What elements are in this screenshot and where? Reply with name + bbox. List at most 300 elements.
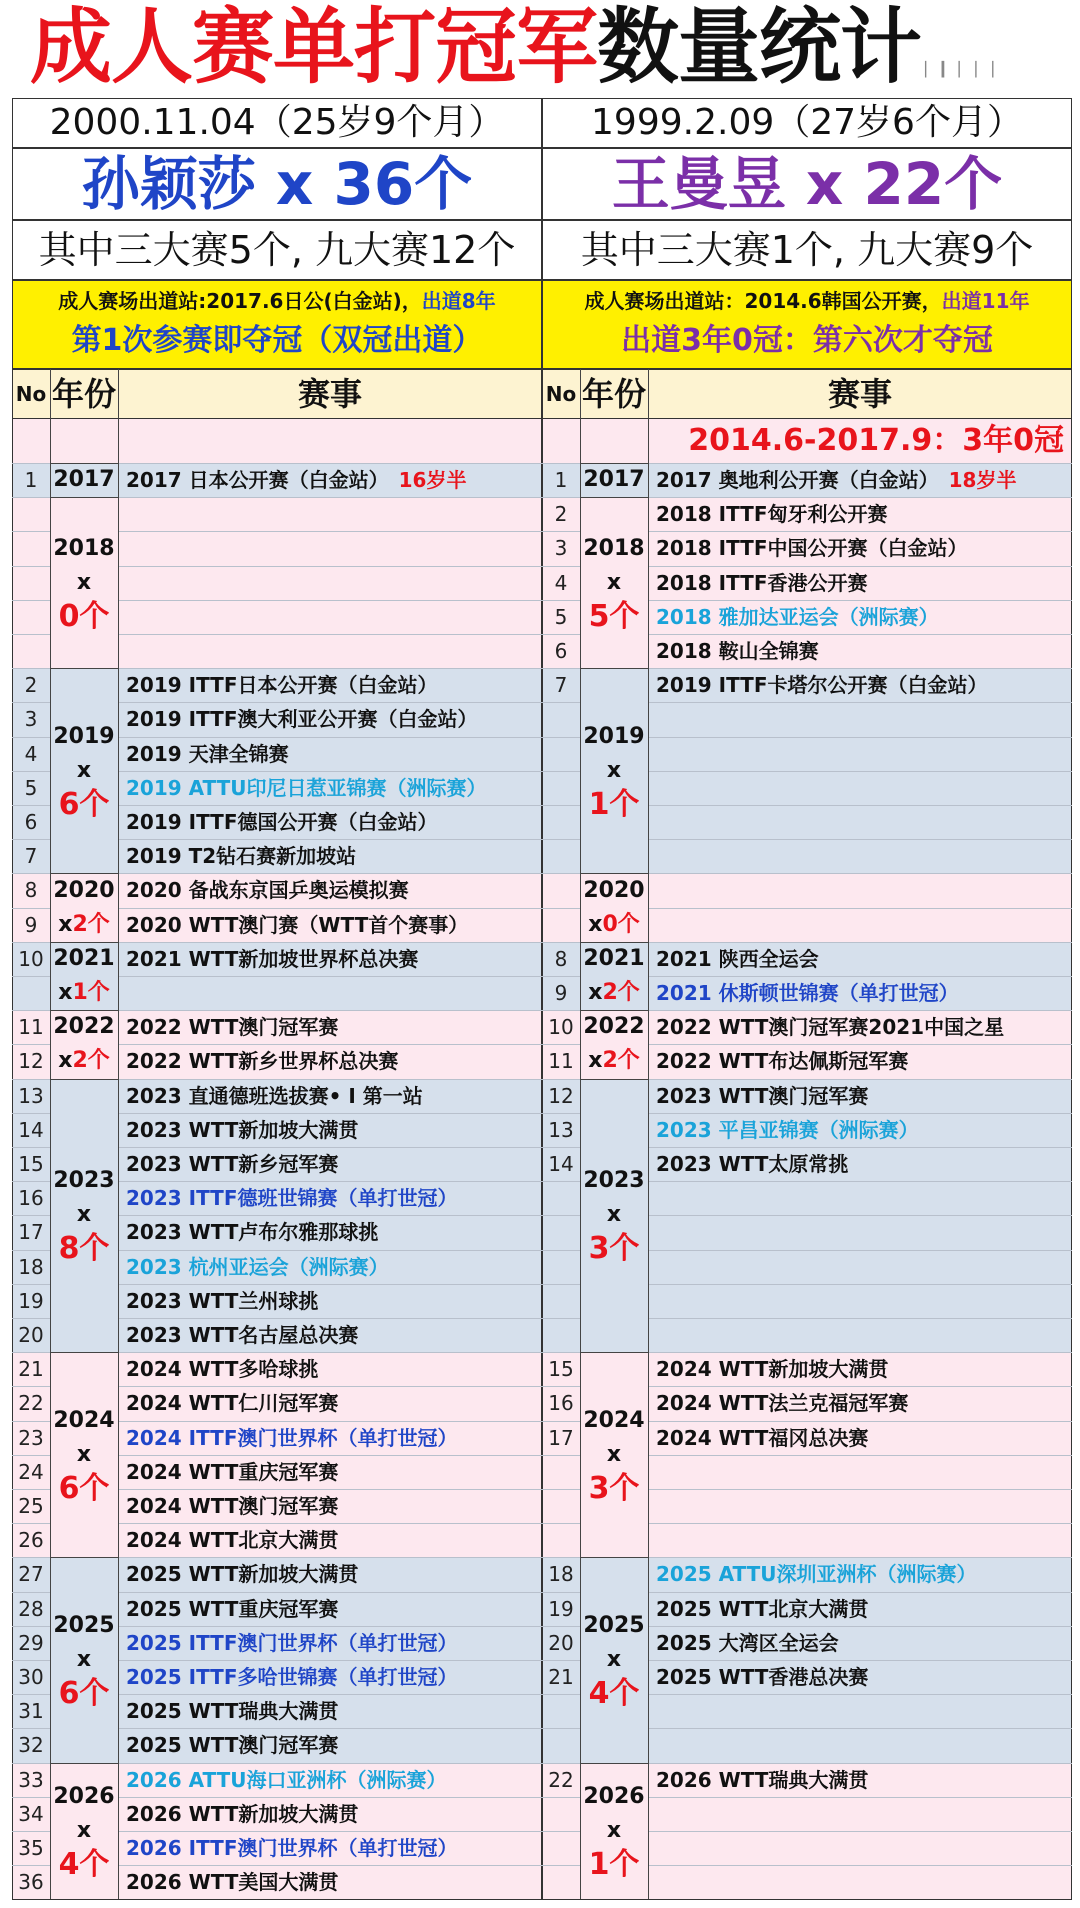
right-row-event bbox=[648, 1010, 1072, 1044]
left-year-count: 1个 bbox=[72, 979, 110, 1005]
left-event-text: 2023 WTT新加坡大满贯 bbox=[126, 1117, 359, 1142]
right-year-x: x bbox=[588, 1048, 603, 1074]
right-row-number bbox=[542, 1797, 580, 1831]
left-row-number: 33 bbox=[18, 1767, 44, 1792]
left-row-number: 11 bbox=[18, 1015, 44, 1040]
left-row-number: 8 bbox=[24, 878, 38, 903]
right-year-cell bbox=[580, 1010, 648, 1078]
title-red-part: 成人赛单打冠军 bbox=[30, 0, 598, 95]
right-row-event bbox=[648, 1318, 1072, 1352]
left-row-number: 19 bbox=[18, 1288, 44, 1313]
left-year-x: x bbox=[76, 757, 92, 783]
right-event-text: 2018 鞍山全锦赛 bbox=[656, 639, 819, 663]
right-year-cell bbox=[580, 1557, 648, 1762]
right-row-event bbox=[648, 566, 1072, 600]
right-event-text: 2024 WTT法兰克福冠军赛 bbox=[656, 1391, 909, 1416]
left-year-count: 2个 bbox=[72, 911, 110, 937]
left-year-cell bbox=[50, 873, 118, 941]
left-year-cell bbox=[50, 1010, 118, 1078]
right-row-number: 12 bbox=[548, 1083, 574, 1108]
left-row-number bbox=[12, 531, 50, 565]
left-year-count-line bbox=[58, 1044, 110, 1078]
right-year-cell bbox=[580, 668, 648, 873]
right-row-event bbox=[648, 668, 1072, 702]
right-row-number: 10 bbox=[548, 1015, 574, 1040]
left-year-cell bbox=[50, 1557, 118, 1762]
right-row-event bbox=[648, 634, 1072, 668]
left-year-cell bbox=[50, 668, 118, 873]
right-row-event bbox=[648, 463, 1072, 497]
right-year-label: 2025 bbox=[583, 1612, 645, 1638]
right-row-event bbox=[648, 600, 1072, 634]
right-debut-line bbox=[543, 281, 1071, 321]
left-row-event bbox=[118, 634, 542, 668]
left-year-cell bbox=[50, 1079, 118, 1353]
left-column-divider bbox=[50, 369, 51, 1899]
right-event-text: 2025 ATTU深圳亚洲杯（洲际赛） bbox=[656, 1562, 977, 1587]
right-row-number: 6 bbox=[554, 639, 568, 663]
right-year-x: x bbox=[606, 757, 622, 783]
left-row-number: 35 bbox=[18, 1836, 44, 1860]
right-row-number: 13 bbox=[548, 1117, 574, 1142]
left-event-text: 2024 WTT仁川冠军赛 bbox=[126, 1391, 339, 1416]
right-event-text: 2024 WTT福冈总决赛 bbox=[656, 1425, 869, 1450]
right-row-event bbox=[648, 1044, 1072, 1078]
right-row-number bbox=[542, 1455, 580, 1489]
right-row-event bbox=[648, 1215, 1072, 1249]
left-year-cell bbox=[50, 463, 118, 497]
right-year-cell bbox=[580, 497, 648, 668]
right-year-count: 5个 bbox=[588, 598, 640, 634]
left-row-number: 12 bbox=[18, 1049, 44, 1074]
left-event-text: 2023 ITTF德班世锦赛（单打世冠） bbox=[126, 1186, 458, 1211]
right-row-number bbox=[542, 1694, 580, 1728]
right-row-number bbox=[542, 1318, 580, 1352]
left-row-event bbox=[118, 566, 542, 600]
right-event-text: 2025 WTT北京大满贯 bbox=[656, 1596, 869, 1621]
left-row-number bbox=[12, 497, 50, 531]
right-debut-box bbox=[542, 280, 1072, 369]
right-event-text: 2018 ITTF匈牙利公开赛 bbox=[656, 502, 888, 527]
left-year-count-line bbox=[58, 976, 110, 1010]
right-year-count-line bbox=[588, 1044, 640, 1078]
right-row-number: 9 bbox=[554, 981, 568, 1005]
left-event-text: 2024 WTT多哈球挑 bbox=[126, 1357, 319, 1382]
left-col-event: 赛事 bbox=[297, 375, 362, 413]
left-row-event bbox=[118, 1421, 542, 1455]
right-row-number bbox=[542, 908, 580, 942]
left-row-event bbox=[118, 1010, 542, 1044]
left-row-event bbox=[118, 1660, 542, 1694]
right-col-no: No bbox=[545, 382, 577, 406]
left-row-event bbox=[118, 497, 542, 531]
right-row-number: 1 bbox=[554, 468, 568, 492]
right-row-number bbox=[542, 873, 580, 907]
left-event-text: 2023 WTT卢布尔雅那球挑 bbox=[126, 1220, 379, 1245]
left-row-event bbox=[118, 1694, 542, 1728]
left-row-event bbox=[118, 600, 542, 634]
left-row-event bbox=[118, 1352, 542, 1386]
right-row-number bbox=[542, 1250, 580, 1284]
left-row-number: 26 bbox=[18, 1528, 44, 1553]
left-row-number: 4 bbox=[24, 741, 38, 766]
page-title bbox=[30, 0, 1070, 95]
left-event-text: 2022 WTT新乡世界杯总决赛 bbox=[126, 1049, 399, 1074]
right-year-label: 2019 bbox=[583, 723, 645, 749]
right-event-text: 2017 奥地利公开赛（白金站） bbox=[656, 468, 939, 492]
right-debut-main: 成人赛场出道站：2014.6韩国公开赛， bbox=[584, 289, 942, 313]
left-year-x: x bbox=[58, 911, 73, 937]
right-event-text: 2023 WTT太原常挑 bbox=[656, 1152, 849, 1176]
left-row-event bbox=[118, 1147, 542, 1181]
right-event-text: 2025 大湾区全运会 bbox=[656, 1630, 839, 1655]
left-row-event bbox=[118, 1250, 542, 1284]
left-event-text: 2019 T2钻石赛新加坡站 bbox=[126, 844, 357, 869]
right-row-number: 14 bbox=[548, 1152, 574, 1176]
right-event-text: 2018 ITTF香港公开赛 bbox=[656, 570, 868, 595]
right-row-event bbox=[648, 873, 1072, 907]
left-year-cell bbox=[50, 942, 118, 1010]
left-event-text: 2019 ATTU印尼日惹亚锦赛（洲际赛） bbox=[126, 775, 487, 800]
right-row-event bbox=[648, 737, 1072, 771]
left-year-count: 6个 bbox=[58, 786, 110, 822]
left-event-text: 2025 WTT瑞典大满贯 bbox=[126, 1699, 339, 1724]
left-birth: 2000.11.04（25岁9个月） bbox=[12, 98, 542, 148]
left-year-cell bbox=[50, 1763, 118, 1900]
right-row-event bbox=[648, 771, 1072, 805]
right-event-text: 2025 WTT香港总决赛 bbox=[656, 1665, 869, 1689]
right-year-label: 2024 bbox=[583, 1407, 645, 1433]
right-row-number: 2 bbox=[554, 502, 568, 527]
right-event-text: 2019 ITTF卡塔尔公开赛（白金站） bbox=[656, 673, 988, 698]
left-year-x: x bbox=[58, 979, 73, 1005]
left-year-count: 2个 bbox=[72, 1048, 110, 1074]
right-year-count-line bbox=[588, 976, 640, 1010]
left-row-event bbox=[118, 1284, 542, 1318]
left-year-label: 2017 bbox=[53, 467, 115, 493]
left-row-number: 16 bbox=[18, 1186, 44, 1211]
left-year-count: 6个 bbox=[58, 1470, 110, 1506]
right-row-number: 16 bbox=[548, 1391, 574, 1416]
right-row-number: 18 bbox=[548, 1562, 574, 1587]
title-decoration: ▏▎▏▏▏ bbox=[925, 62, 1009, 78]
right-year-cell bbox=[580, 873, 648, 941]
left-row-number: 21 bbox=[18, 1357, 44, 1382]
left-event-text: 2022 WTT澳门冠军赛 bbox=[126, 1015, 339, 1040]
right-row-number: 3 bbox=[554, 536, 568, 561]
left-row-event bbox=[118, 976, 542, 1010]
left-row-event bbox=[118, 1181, 542, 1215]
right-row-event bbox=[648, 1728, 1072, 1762]
left-row-number: 7 bbox=[24, 844, 38, 869]
right-row-event bbox=[648, 531, 1072, 565]
left-event-text: 2019 ITTF日本公开赛（白金站） bbox=[126, 673, 438, 698]
left-event-text: 2025 ITTF多哈世锦赛（单打世冠） bbox=[126, 1665, 458, 1689]
left-row-number: 2 bbox=[24, 673, 38, 698]
right-row-event bbox=[648, 1386, 1072, 1420]
right-year-x: x bbox=[606, 1817, 622, 1843]
right-row-number: 20 bbox=[548, 1630, 574, 1655]
left-event-text: 2025 WTT重庆冠军赛 bbox=[126, 1596, 339, 1621]
left-year-label: 2024 bbox=[53, 1407, 115, 1433]
left-row-number: 27 bbox=[18, 1562, 44, 1587]
right-event-text: 2022 WTT澳门冠军赛2021中国之星 bbox=[656, 1015, 1005, 1040]
right-event-text: 2018 ITTF中国公开赛（白金站） bbox=[656, 536, 968, 561]
right-row-number bbox=[542, 702, 580, 736]
left-row-event bbox=[118, 668, 542, 702]
right-event-text: 2023 WTT澳门冠军赛 bbox=[656, 1083, 869, 1108]
right-row-event bbox=[648, 976, 1072, 1010]
right-row-event bbox=[648, 1455, 1072, 1489]
right-row-number bbox=[542, 1523, 580, 1557]
left-row-event bbox=[118, 1523, 542, 1557]
left-debut-line bbox=[13, 281, 541, 321]
right-row-number bbox=[542, 1831, 580, 1865]
right-year-count: 1个 bbox=[588, 1846, 640, 1882]
right-debut-years: 出道11年 bbox=[941, 289, 1030, 313]
left-row-event bbox=[118, 1318, 542, 1352]
left-debut-main: 成人赛场出道站:2017.6日公(白金站)， bbox=[58, 289, 422, 313]
left-event-text: 2025 WTT澳门冠军赛 bbox=[126, 1733, 339, 1758]
left-row-event bbox=[118, 805, 542, 839]
right-row-number bbox=[542, 737, 580, 771]
left-year-cell bbox=[50, 1352, 118, 1557]
left-row-event bbox=[118, 1455, 542, 1489]
right-event-text: 2018 雅加达亚运会（洲际赛） bbox=[656, 604, 939, 629]
left-row-number: 30 bbox=[18, 1665, 44, 1689]
left-row-event bbox=[118, 1079, 542, 1113]
left-debut-note: 第1次参赛即夺冠（双冠出道） bbox=[71, 323, 483, 358]
right-row-event bbox=[648, 805, 1072, 839]
right-year-label: 2021 bbox=[583, 945, 645, 971]
right-row-event bbox=[648, 1660, 1072, 1694]
right-row-event bbox=[648, 1797, 1072, 1831]
right-row-number bbox=[542, 1728, 580, 1762]
left-row-event bbox=[118, 531, 542, 565]
left-row-event bbox=[118, 942, 542, 976]
left-name: 孙颖莎 x 36个 bbox=[12, 148, 542, 220]
left-row-number: 23 bbox=[18, 1425, 44, 1450]
right-debut-note: 出道3年0冠：第六次才夺冠 bbox=[621, 323, 993, 358]
right-event-text: 2026 WTT瑞典大满贯 bbox=[656, 1767, 869, 1792]
left-year-label: 2018 bbox=[53, 535, 115, 561]
left-event-text: 2026 WTT美国大满贯 bbox=[126, 1870, 339, 1895]
left-event-text: 2026 ATTU海口亚洲杯（洲际赛） bbox=[126, 1767, 447, 1792]
right-name: 王曼昱 x 22个 bbox=[542, 148, 1072, 220]
right-year-x: x bbox=[588, 911, 603, 937]
right-event-text: 2021 休斯顿世锦赛（单打世冠） bbox=[656, 981, 959, 1005]
left-event-age: 16岁半 bbox=[398, 468, 467, 492]
left-row-number: 31 bbox=[18, 1699, 44, 1724]
right-row-event bbox=[648, 1557, 1072, 1591]
left-row-event bbox=[118, 1865, 542, 1899]
right-row-event bbox=[648, 1523, 1072, 1557]
right-year-label: 2023 bbox=[583, 1168, 645, 1194]
left-row-number: 10 bbox=[18, 946, 44, 971]
left-event-text: 2023 WTT名古屋总决赛 bbox=[126, 1323, 359, 1347]
right-year-x: x bbox=[606, 1202, 622, 1228]
right-row-number: 17 bbox=[548, 1425, 574, 1450]
left-event-text: 2024 WTT澳门冠军赛 bbox=[126, 1494, 339, 1518]
left-row-event bbox=[118, 702, 542, 736]
left-row-number: 15 bbox=[18, 1152, 44, 1176]
right-row-number: 19 bbox=[548, 1596, 574, 1621]
right-row-event bbox=[648, 1147, 1072, 1181]
right-event-text: 2023 平昌亚锦赛（洲际赛） bbox=[656, 1117, 919, 1142]
left-row-event bbox=[118, 1592, 542, 1626]
right-row-event bbox=[648, 1113, 1072, 1147]
left-year-count: 8个 bbox=[58, 1231, 110, 1267]
left-row-number: 9 bbox=[24, 912, 38, 937]
right-row-event bbox=[648, 1592, 1072, 1626]
right-year-x: x bbox=[606, 1441, 622, 1467]
left-row-event bbox=[118, 1113, 542, 1147]
right-year-cell bbox=[580, 1763, 648, 1900]
left-row-number: 5 bbox=[24, 775, 38, 800]
right-event-age: 18岁半 bbox=[948, 468, 1017, 492]
right-year-cell bbox=[580, 1352, 648, 1557]
right-top-note: 2014.6-2017.9：3年0冠 bbox=[688, 423, 1064, 458]
left-year-count: 6个 bbox=[58, 1675, 110, 1711]
left-year-x: x bbox=[76, 1646, 92, 1672]
left-row-event bbox=[118, 463, 542, 497]
right-year-x: x bbox=[588, 979, 603, 1005]
right-col-event: 赛事 bbox=[827, 375, 892, 413]
left-event-text: 2023 WTT新乡冠军赛 bbox=[126, 1152, 339, 1176]
right-year-count-line bbox=[588, 908, 640, 942]
right-column-divider bbox=[648, 369, 649, 1899]
left-column-divider bbox=[118, 369, 119, 1899]
left-event-text: 2021 WTT新加坡世界杯总决赛 bbox=[126, 946, 419, 971]
right-year-count: 1个 bbox=[588, 786, 640, 822]
left-row-number: 13 bbox=[18, 1083, 44, 1108]
right-year-label: 2018 bbox=[583, 535, 645, 561]
left-row-number: 32 bbox=[18, 1733, 44, 1758]
left-row-event bbox=[118, 1763, 542, 1797]
right-row-number bbox=[542, 771, 580, 805]
left-event-text: 2019 天津全锦赛 bbox=[126, 741, 289, 766]
right-year-cell bbox=[580, 942, 648, 1010]
right-row-event bbox=[648, 1079, 1072, 1113]
left-event-text: 2024 WTT北京大满贯 bbox=[126, 1528, 339, 1553]
left-row-event bbox=[118, 771, 542, 805]
left-event-text: 2023 WTT兰州球挑 bbox=[126, 1288, 319, 1313]
right-year-count: 4个 bbox=[588, 1675, 640, 1711]
right-event-text: 2022 WTT布达佩斯冠军赛 bbox=[656, 1049, 909, 1074]
right-row-number bbox=[542, 1181, 580, 1215]
left-event-text: 2019 ITTF德国公开赛（白金站） bbox=[126, 810, 438, 834]
right-row-event bbox=[648, 908, 1072, 942]
left-row-event bbox=[118, 1728, 542, 1762]
left-year-x: x bbox=[76, 1817, 92, 1843]
left-year-label: 2026 bbox=[53, 1783, 115, 1809]
left-year-x: x bbox=[76, 1441, 92, 1467]
right-row-event bbox=[648, 1284, 1072, 1318]
left-row-number bbox=[12, 566, 50, 600]
right-row-event bbox=[648, 839, 1072, 873]
left-year-cell bbox=[50, 497, 118, 668]
left-row-number: 18 bbox=[18, 1254, 44, 1279]
right-row-event bbox=[648, 1626, 1072, 1660]
right-row-number: 8 bbox=[554, 946, 568, 971]
left-row-number: 20 bbox=[18, 1323, 44, 1347]
left-row-event bbox=[118, 1215, 542, 1249]
left-event-text: 2023 直通德班选拔赛• I 第一站 bbox=[126, 1083, 423, 1108]
left-year-count-line bbox=[58, 908, 110, 942]
left-row-number: 14 bbox=[18, 1117, 44, 1142]
left-row-event bbox=[118, 1557, 542, 1591]
left-col-no: No bbox=[15, 382, 47, 406]
right-year-count: 0个 bbox=[602, 911, 640, 937]
left-row-number: 36 bbox=[18, 1870, 44, 1895]
left-event-text: 2020 备战东京国乒奥运模拟赛 bbox=[126, 878, 409, 903]
left-row-number: 3 bbox=[24, 707, 38, 732]
left-row-number: 17 bbox=[18, 1220, 44, 1245]
right-row-number bbox=[542, 1865, 580, 1899]
left-row-event bbox=[118, 737, 542, 771]
right-row-event bbox=[648, 1831, 1072, 1865]
right-summary: 其中三大赛1个, 九大赛9个 bbox=[542, 220, 1072, 280]
right-event-text: 2021 陕西全运会 bbox=[656, 946, 819, 971]
right-year-count: 3个 bbox=[588, 1470, 640, 1506]
right-event-text: 2024 WTT新加坡大满贯 bbox=[656, 1357, 889, 1382]
right-year-x: x bbox=[606, 569, 622, 595]
right-row-number: 22 bbox=[548, 1767, 574, 1792]
left-row-number: 22 bbox=[18, 1391, 44, 1416]
left-year-count: 0个 bbox=[58, 598, 110, 634]
left-event-text: 2024 WTT重庆冠军赛 bbox=[126, 1459, 339, 1484]
right-row-number bbox=[542, 1489, 580, 1523]
right-birth: 1999.2.09（27岁6个月） bbox=[542, 98, 1072, 148]
right-row-number: 11 bbox=[548, 1049, 574, 1074]
right-year-label: 2020 bbox=[583, 877, 645, 903]
left-year-count: 4个 bbox=[58, 1846, 110, 1882]
right-row-event bbox=[648, 1250, 1072, 1284]
left-row-number: 6 bbox=[24, 810, 38, 834]
left-row-event bbox=[118, 1626, 542, 1660]
left-year-label: 2020 bbox=[53, 877, 115, 903]
left-debut-years: 出道8年 bbox=[421, 289, 496, 313]
left-col-year: 年份 bbox=[51, 375, 116, 413]
left-row-event bbox=[118, 839, 542, 873]
right-row-event bbox=[648, 1352, 1072, 1386]
right-table-bottom bbox=[542, 1899, 1072, 1900]
left-top-note bbox=[118, 419, 538, 463]
left-row-number: 24 bbox=[18, 1459, 44, 1484]
right-year-label: 2017 bbox=[583, 467, 645, 493]
left-row-number bbox=[12, 976, 50, 1010]
left-event-text: 2019 ITTF澳大利亚公开赛（白金站） bbox=[126, 707, 478, 732]
right-row-event bbox=[648, 1694, 1072, 1728]
left-year-x: x bbox=[76, 569, 92, 595]
right-row-event bbox=[648, 1181, 1072, 1215]
right-year-x: x bbox=[606, 1646, 622, 1672]
right-year-cell bbox=[580, 463, 648, 497]
right-row-event bbox=[648, 1421, 1072, 1455]
left-year-x: x bbox=[58, 1048, 73, 1074]
left-year-x: x bbox=[76, 1202, 92, 1228]
left-event-text: 2020 WTT澳门赛（WTT首个赛事） bbox=[126, 912, 469, 937]
right-year-count: 2个 bbox=[602, 979, 640, 1005]
left-row-event bbox=[118, 1831, 542, 1865]
right-row-number bbox=[542, 1215, 580, 1249]
left-row-event bbox=[118, 908, 542, 942]
left-event-text: 2017 日本公开赛（白金站） bbox=[126, 468, 389, 492]
right-row-number: 5 bbox=[554, 604, 568, 629]
right-row-event bbox=[648, 1865, 1072, 1899]
left-table-bottom bbox=[12, 1899, 542, 1900]
right-column-divider bbox=[580, 369, 581, 1899]
